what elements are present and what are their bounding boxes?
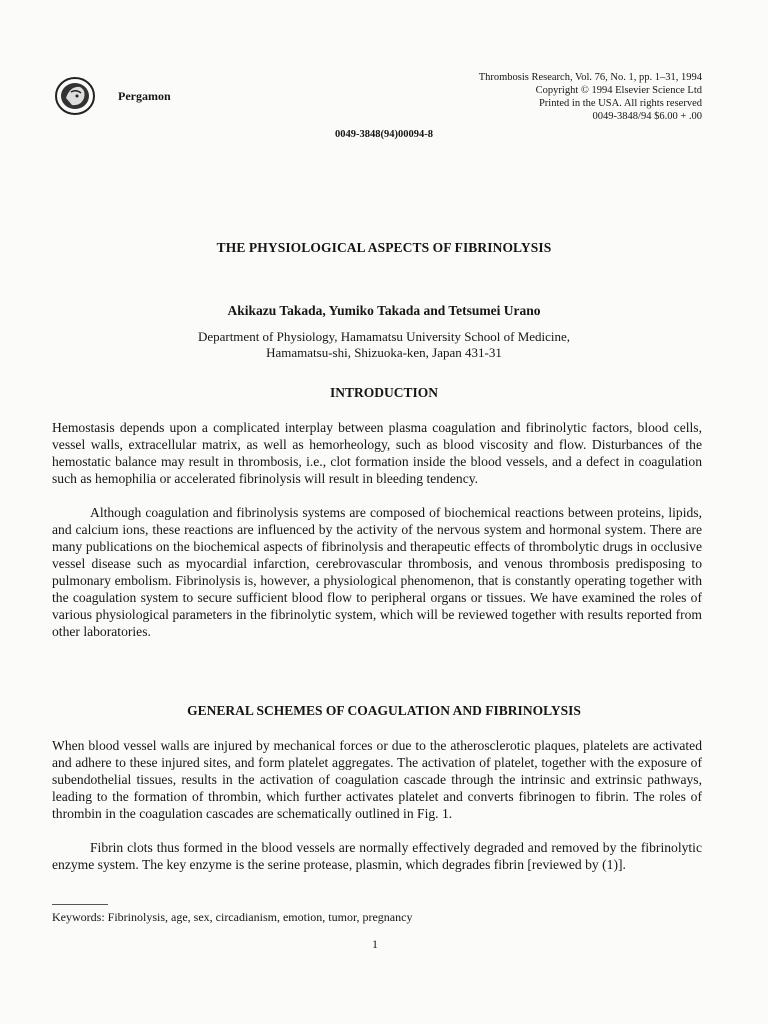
paragraph: Fibrin clots thus formed in the blood vessels are normally effectively degraded and removed by the fibrinolytic enzyme system. The key enzyme is the serine protease, plasmin, which degrades fibrin [reviewed by (1)]. xyxy=(52,840,702,872)
article-title: THE PHYSIOLOGICAL ASPECTS OF FIBRINOLYSIS xyxy=(216,240,552,255)
page-number: 1 xyxy=(372,937,378,951)
footnote-rule xyxy=(52,904,108,905)
paragraph: Hemostasis depends upon a complicated interplay between plasma coagulation and fibrinolytic factors, blood cells, vessel walls, extracellular matrix, as well as hemorheology, such as blood viscosity and flow. Disturbances of the hemostatic balance may result in thrombosis, i.e., clot formation inside the blood vessels, and a defect in coagulation such as hemophilia or accelerated fibrinolysis will result in bleeding tendency. xyxy=(52,420,702,486)
section-heading-introduction: INTRODUCTION xyxy=(329,385,438,400)
journal-line: Thrombosis Research, Vol. 76, No. 1, pp. 1–31, 1994 xyxy=(478,72,702,83)
affiliation-line: Hamamatsu-shi, Shizuoka-ken, Japan 431-31 xyxy=(266,345,502,360)
keywords: Keywords: Fibrinolysis, age, sex, circadianism, emotion, tumor, pregnancy xyxy=(52,910,413,924)
paragraph: Although coagulation and fibrinolysis systems are composed of biochemical reactions between proteins, lipids, and calcium ions, these reactions are influenced by the activity of the nervous system and hormonal system. There are many publications on the biochemical aspects of fibrinolysis and therapeutic effects of thrombolytic drugs in occlusive vessel disease such as myocardial infarction, cerebrovascular thrombosis, and venous thrombosis predisposing to pulmonary embolism. Fibrinolysis is, however, a physiological phenomenon, that is constantly operating together with the coagulation system to secure sufficient blood flow to peripheral organs or tissues. We have examined the roles of various physiological parameters in the fibrinolytic system, which will be reviewed together with results reported from other laboratories. xyxy=(52,505,702,639)
publisher-logo xyxy=(54,76,96,116)
journal-line: Copyright © 1994 Elsevier Science Ltd xyxy=(535,85,702,96)
affiliation xyxy=(0,329,768,361)
paragraph: When blood vessel walls are injured by mechanical forces or due to the atherosclerotic plaques, platelets are activated and adhere to these injured sites, and form platelet aggregates. The activation of platelet, together with the exposure of subendothelial tissues, results in the activation of coagulation cascade through the intrinsic and extrinsic pathways, leading to the formation of thrombin, which further activates platelet and converts fibrinogen to fibrin. The roles of thrombin in the coagulation cascades are schematically outlined in Fig. 1. xyxy=(52,738,702,821)
journal-citation xyxy=(372,71,702,123)
doi: 0049-3848(94)00094-8 xyxy=(335,129,433,140)
journal-line: Printed in the USA. All rights reserved xyxy=(538,98,702,109)
publisher-name: Pergamon xyxy=(118,89,171,103)
section-heading-general-schemes: GENERAL SCHEMES OF COAGULATION AND FIBRINOLYSIS xyxy=(187,703,581,718)
journal-line: 0049-3848/94 $6.00 + .00 xyxy=(592,111,702,122)
affiliation-line: Department of Physiology, Hamamatsu University School of Medicine, xyxy=(197,329,571,344)
authors: Akikazu Takada, Yumiko Takada and Tetsumei Urano xyxy=(227,303,541,318)
